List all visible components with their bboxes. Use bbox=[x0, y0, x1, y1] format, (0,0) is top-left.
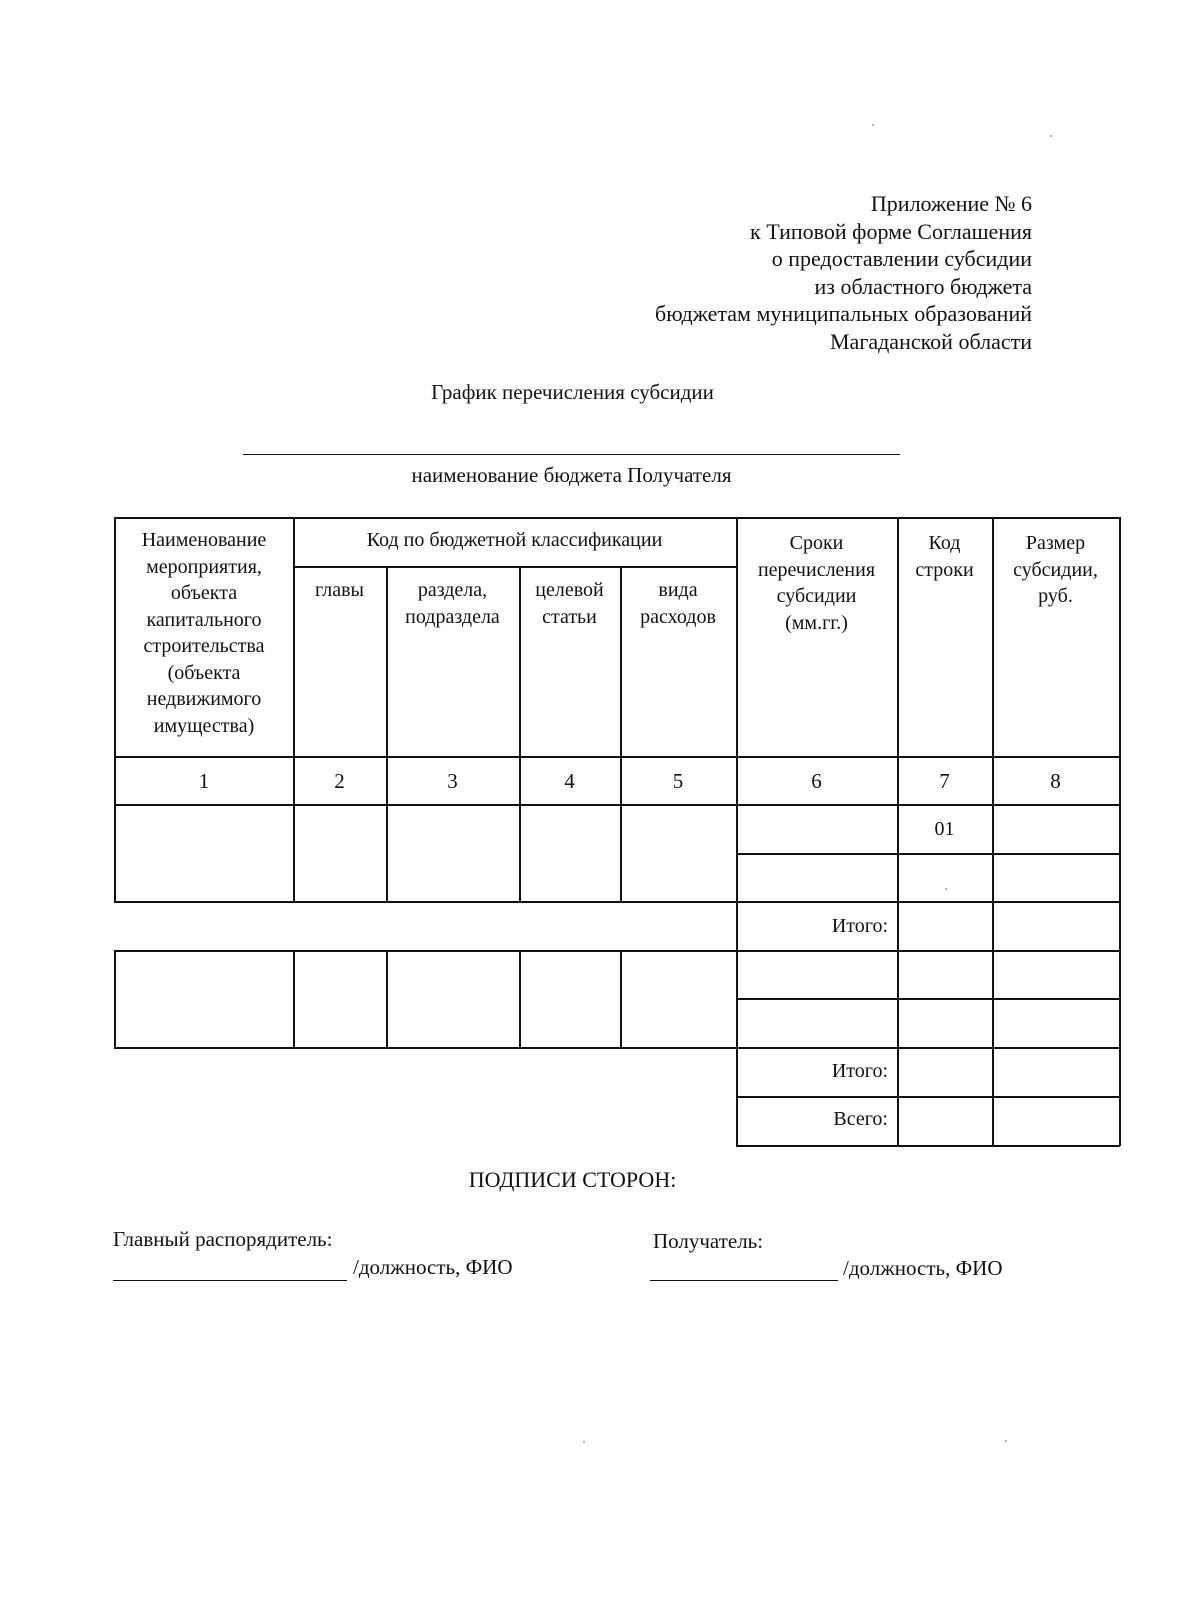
scan-speck bbox=[1050, 135, 1052, 137]
grid-line bbox=[736, 1145, 1120, 1147]
row-code-value: 01 bbox=[934, 818, 955, 840]
col-header-section: раздела, подраздела bbox=[405, 579, 500, 628]
subtotal-label: Итого: bbox=[831, 915, 888, 937]
subtotal-label: Итого: bbox=[831, 1060, 888, 1082]
column-number: 8 bbox=[1050, 769, 1061, 793]
col-header-chapter: главы bbox=[315, 579, 364, 601]
grid-line bbox=[293, 566, 736, 568]
grid-line bbox=[114, 1047, 1120, 1049]
grid-line bbox=[114, 901, 1120, 903]
grid-line bbox=[114, 950, 736, 952]
col-header-expense-type: вида расходов bbox=[640, 579, 716, 628]
chief-administrator-label: Главный распорядитель: bbox=[113, 1227, 333, 1251]
appendix-line-1: Приложение № 6 bbox=[870, 191, 1032, 216]
scan-speck bbox=[945, 888, 947, 890]
column-number: 2 bbox=[334, 769, 345, 793]
appendix-line-3: о предоставлении субсидии bbox=[771, 246, 1032, 271]
col-header-subsidy-amount: Размер субсидии, руб. bbox=[1013, 532, 1098, 607]
col-header-budget-classification: Код по бюджетной классификации bbox=[366, 529, 663, 551]
chief-administrator-position-caption: /должность, ФИО bbox=[353, 1255, 513, 1279]
recipient-label: Получатель: bbox=[653, 1229, 764, 1253]
grid-line bbox=[992, 517, 994, 1146]
grid-line bbox=[293, 950, 295, 1048]
column-number: 4 bbox=[564, 769, 575, 793]
grid-line bbox=[386, 950, 388, 1048]
grid-line bbox=[736, 1096, 1120, 1098]
budget-name-caption: наименование бюджета Получателя bbox=[411, 463, 732, 487]
chief-administrator-signature-line bbox=[113, 1280, 347, 1281]
col-header-row-code: Код строки bbox=[915, 532, 974, 581]
column-number: 6 bbox=[811, 769, 822, 793]
recipient-signature-line bbox=[650, 1280, 838, 1281]
grid-line bbox=[736, 950, 1120, 952]
scan-speck bbox=[583, 1441, 585, 1443]
col-header-target-article: целевой статьи bbox=[535, 579, 604, 628]
appendix-line-5: бюджетам муниципальных образований bbox=[655, 301, 1032, 326]
grid-line bbox=[114, 517, 1120, 519]
appendix-line-6: Магаданской области bbox=[830, 328, 1032, 354]
appendix-line-4: из областного бюджета bbox=[814, 273, 1032, 299]
column-number: 5 bbox=[672, 769, 684, 793]
appendix-header bbox=[655, 190, 1032, 355]
grid-line bbox=[519, 950, 521, 1048]
col-header-activity-name: Наименование мероприятия, объекта капитального строительства (объекта недвижимого имущества) bbox=[141, 529, 267, 737]
grid-line bbox=[114, 950, 116, 1048]
column-number: 1 bbox=[198, 769, 210, 793]
column-number: 3 bbox=[447, 769, 458, 793]
document-title: График перечисления субсидии bbox=[431, 380, 714, 404]
grand-total-label: Всего: bbox=[833, 1108, 888, 1130]
scan-speck bbox=[872, 124, 874, 126]
appendix-line-2: к Типовой форме Соглашения bbox=[750, 218, 1032, 244]
grid-line bbox=[114, 756, 1120, 758]
grid-line bbox=[1119, 517, 1121, 1146]
recipient-position-caption: /должность, ФИО bbox=[843, 1256, 1003, 1280]
budget-name-field-line bbox=[243, 454, 900, 455]
grid-line bbox=[620, 950, 622, 1048]
grid-line bbox=[736, 998, 1120, 1000]
col-header-transfer-dates: Сроки перечисления субсидии (мм.гг.) bbox=[757, 532, 876, 634]
grid-line bbox=[114, 804, 1120, 806]
grid-line bbox=[736, 853, 1120, 855]
signatures-title: ПОДПИСИ СТОРОН: bbox=[468, 1167, 677, 1192]
scan-speck bbox=[1005, 1440, 1007, 1442]
column-number: 7 bbox=[939, 769, 950, 793]
